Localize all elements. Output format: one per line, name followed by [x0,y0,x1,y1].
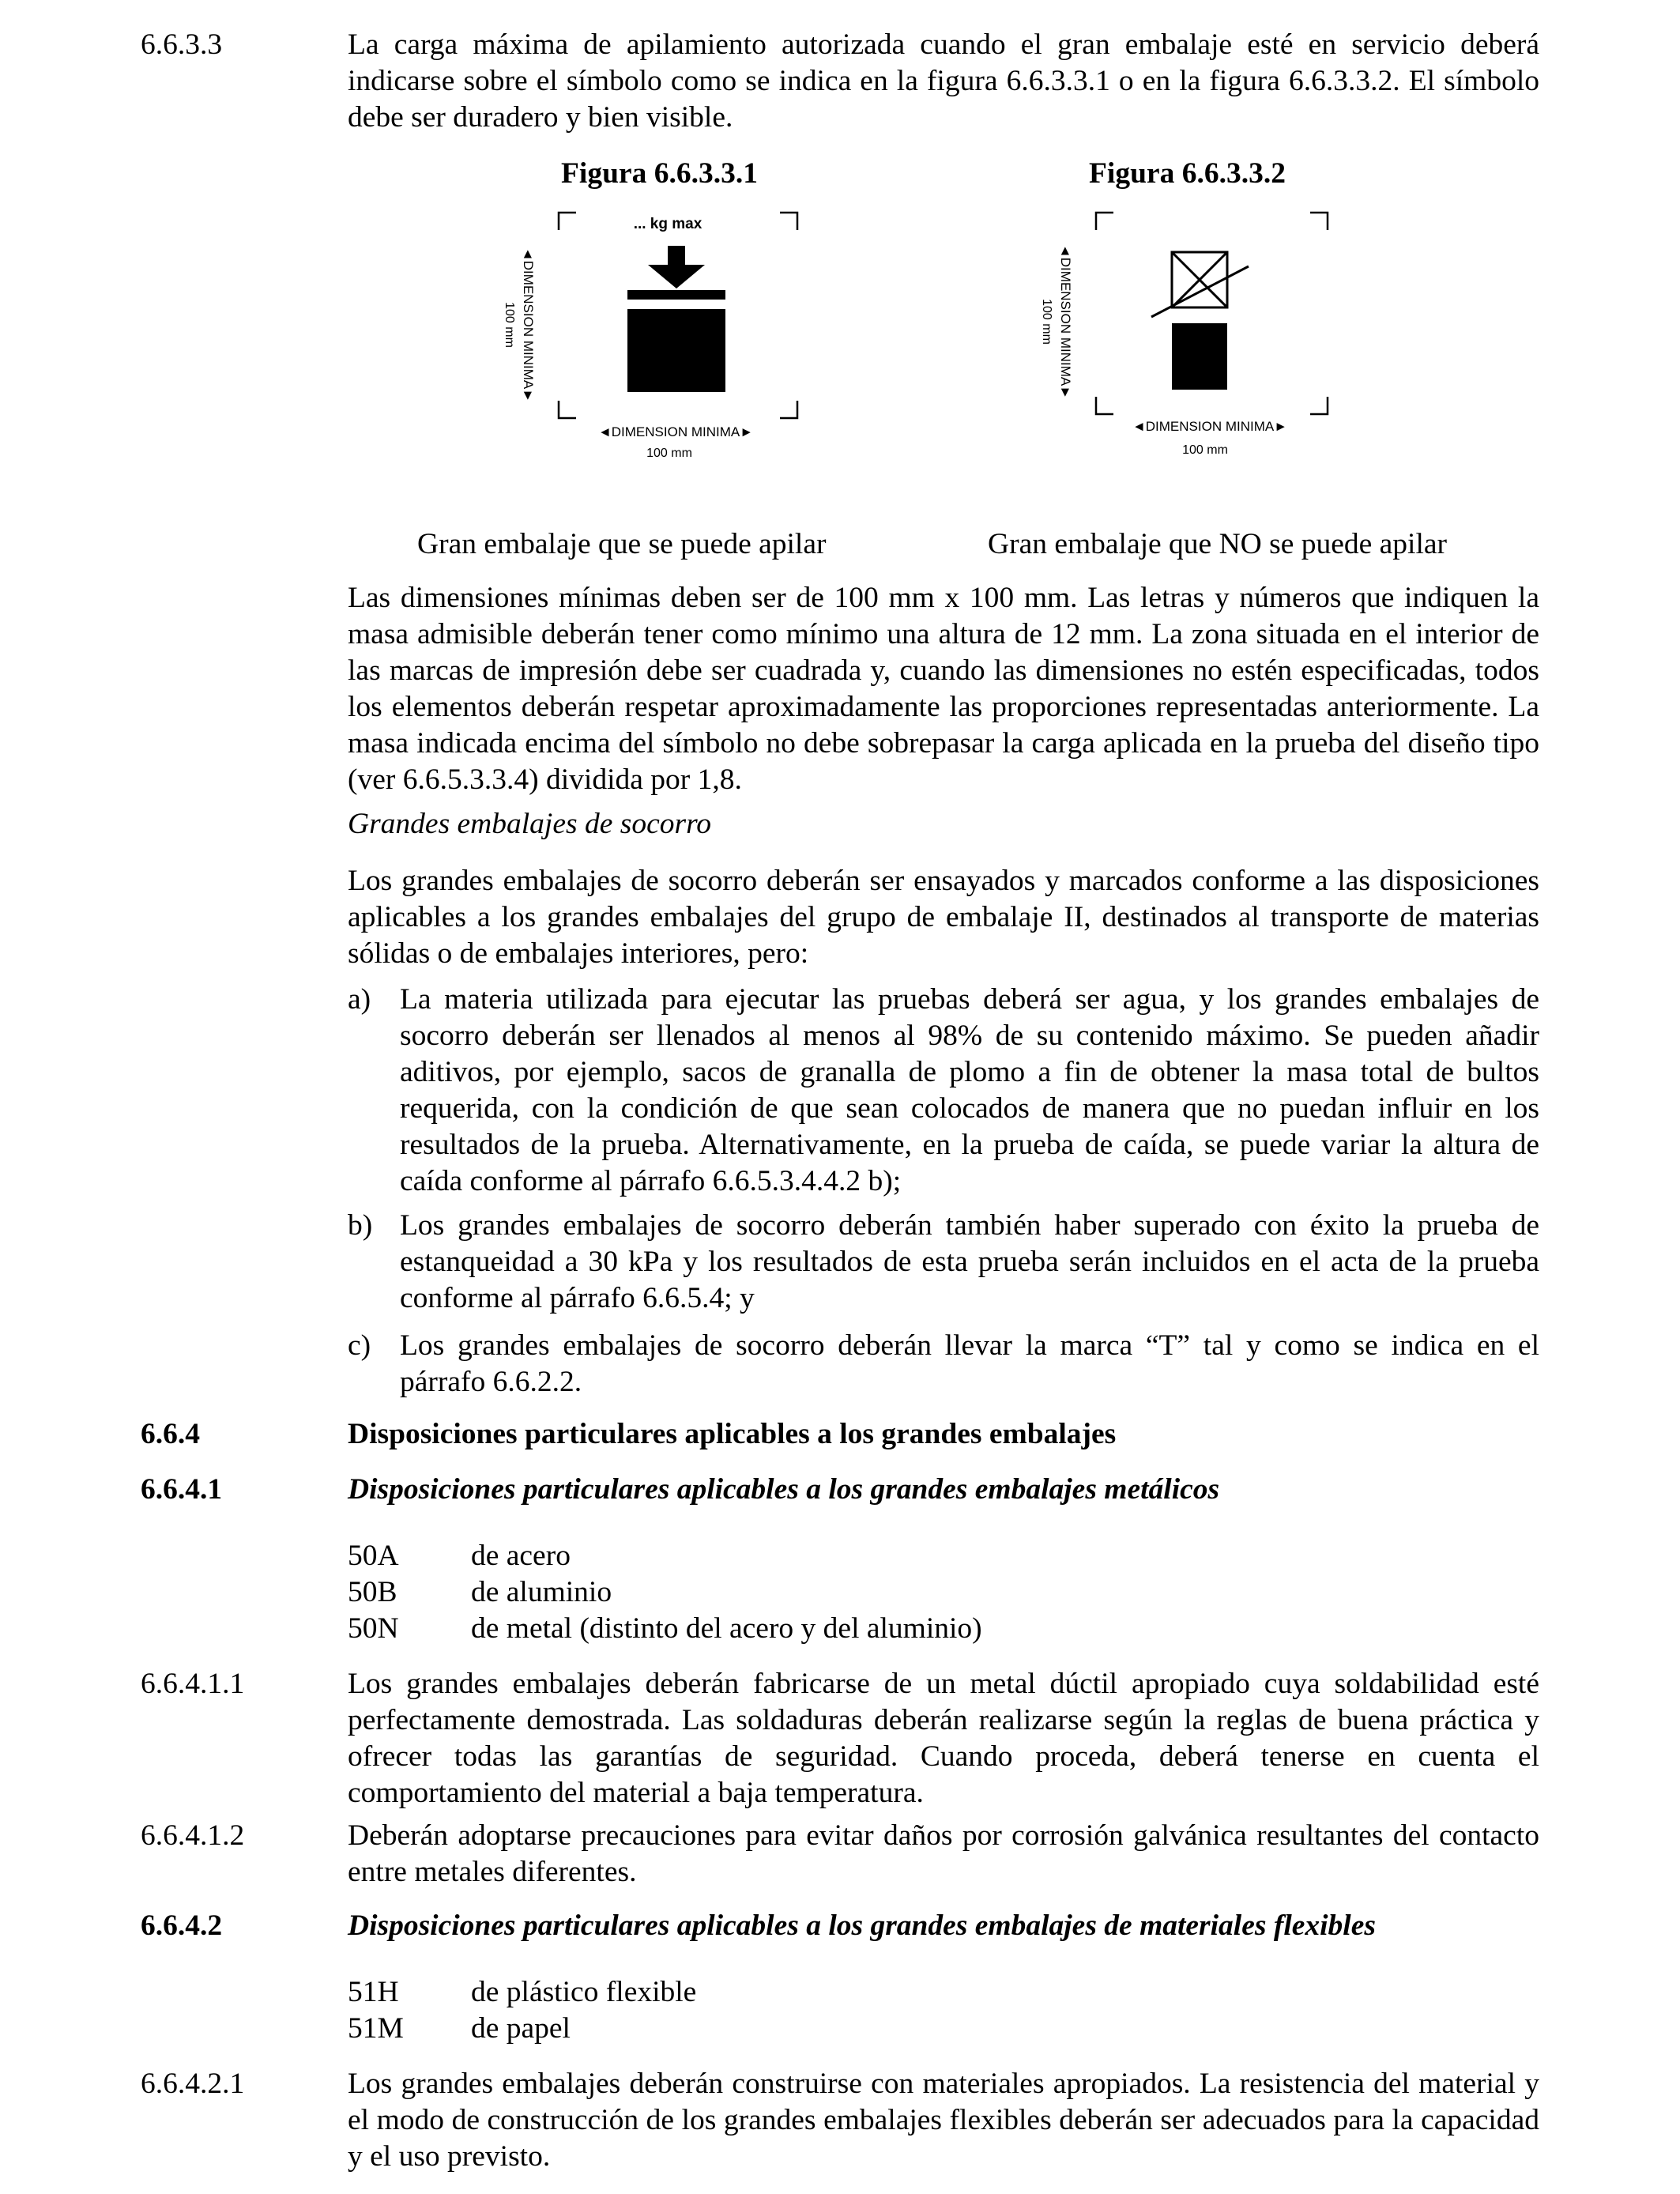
section-number-6-6-3-3: 6.6.3.3 [141,28,223,61]
salvage-intro-paragraph: Los grandes embalajes de socorro deberán ser ensayados y marcados conforme a las disposiciones aplicables a los grandes embalajes del grupo de embalaje II, destinados al transporte de materias sólidas o de embalajes interiores, pero: [348,865,1539,970]
figure-1-bottom-dimension-label: ◄DIMENSION MINIMA► [597,424,754,439]
figure-1-kg-max-label: ... kg max [633,216,703,232]
section-text-6-6-3-3: La carga máxima de apilamiento autorizada cuando el gran embalaje esté en servicio deberá indicarse sobre el símbolo como se indica en la figura 6.6.3.3.1 o en la figura 6.6.3.3.2. El símbolo debe ser duradero y bien visible. [348,28,1539,134]
list-item-label: a) [348,983,371,1016]
figure-1-bottom-mm: 100 mm [646,447,692,460]
figure-2-side-dimension-label: ◄DIMENSION MINIMA► [1058,243,1073,400]
figure-1-arrow-shaft [668,246,685,265]
code: 51M [348,2012,404,2045]
code-description: de plástico flexible [471,1976,697,2008]
figure-2-caption: Gran embalaje que NO se puede apilar [988,528,1447,560]
figure-2-non-stackable-symbol [1023,202,1339,474]
list-item-text: Los grandes embalajes de socorro deberán también haber superado con éxito la prueba de estanqueidad a 30 kPa y los resultados de esta prueba serán incluidos en el acta de la prueba conforme al párrafo 6.6.5.4; y [400,1209,1539,1314]
figure-1-stackable-symbol [486,202,802,474]
figure-1-caption: Gran embalaje que se puede apilar [417,528,827,560]
figure-2-bottom-dimension-label: ◄DIMENSION MINIMA► [1132,419,1288,434]
figure-1-side-dimension-label: ◄DIMENSION MINIMA► [521,247,536,403]
section-number-6-6-4-1: 6.6.4.1 [141,1473,223,1506]
figure-2-package-block [1172,323,1227,390]
section-number-6-6-4-1-2: 6.6.4.1.2 [141,1819,245,1852]
section-number-6-6-4-2-1: 6.6.4.2.1 [141,2068,245,2100]
section-text-6-6-4-1-2: Deberán adoptarse precauciones para evitar daños por corrosión galvánica resultantes del contacto entre metales diferentes. [348,1819,1539,1888]
section-text-6-6-4-1-1: Los grandes embalajes deberán fabricarse de un metal dúctil apropiado cuya soldabilidad esté perfectamente demostrada. Las soldaduras deberán realizarse según la reglas de buena práctica y ofrecer todas las garantías de seguridad. Cuando proceda, deberá tenerse en cuenta el comportamiento del material a baja temperatura. [348,1668,1539,1809]
section-number-6-6-4-2: 6.6.4.2 [141,1909,223,1942]
list-item-c [348,1328,1539,1400]
figure-1-side-mm: 100 mm [503,302,516,348]
code-description: de metal (distinto del acero y del aluminio) [471,1612,982,1645]
dimensions-paragraph: Las dimensiones mínimas deben ser de 100 mm x 100 mm. Las letras y números que indiquen la masa admisible deberán tener como mínimo una altura de 12 mm. La zona situada en el interior de las marcas de impresión debe ser cuadrada y, cuando las dimensiones no estén especificadas, todos los elementos deberán respetar aproximadamente las proporciones representadas anteriormente. La masa indicada encima del símbolo no debe sobrepasar la carga aplicada en la prueba del diseño tipo (ver 6.6.5.3.3.4) dividida por 1,8. [348,582,1539,796]
code: 50A [348,1540,399,1572]
code-description: de aluminio [471,1576,612,1608]
figure-2-bottom-mm: 100 mm [1182,443,1228,457]
list-item-text: Los grandes embalajes de socorro deberán llevar la marca “T” tal y como se indica en el párrafo 6.6.2.2. [400,1329,1539,1398]
section-title-6-6-4-2: Disposiciones particulares aplicables a los grandes embalajes de materiales flexibles [348,1909,1376,1942]
figure-2-side-mm: 100 mm [1040,299,1053,345]
figure-2-crossed-box-icon [1151,252,1249,317]
list-item-text: La materia utilizada para ejecutar las pruebas deberá ser agua, y los grandes embalajes de socorro deberán ser llenados al menos al 98% de su contenido máximo. Se pueden añadir aditivos, por ejemplo, sacos de granalla de plomo a fin de obtener la masa total de bultos requerida, con la condición de que sean colocados de manera que no puedan influir en los resultados de la prueba. Alternativamente, en la prueba de caída, se puede variar la altura de caída conforme al párrafo 6.6.5.3.4.4.2 b); [400,983,1539,1197]
section-title-6-6-4-1: Disposiciones particulares aplicables a los grandes embalajes metálicos [348,1473,1220,1506]
section-title-6-6-4: Disposiciones particulares aplicables a los grandes embalajes [348,1418,1117,1450]
figure-1-load-bar [627,290,725,300]
section-number-6-6-4: 6.6.4 [141,1418,200,1450]
figure-1-arrow-down-icon [648,265,705,288]
list-item-label: b) [348,1209,373,1242]
code-description: de papel [471,2012,571,2045]
salvage-heading: Grandes embalajes de socorro [348,808,712,840]
code: 50B [348,1576,397,1608]
section-number-6-6-4-1-1: 6.6.4.1.1 [141,1668,245,1700]
code: 51H [348,1976,399,2008]
list-item-label: c) [348,1329,371,1362]
list-item-a [348,982,1539,1200]
figure-1-title: Figura 6.6.3.3.1 [561,157,758,190]
code: 50N [348,1612,399,1645]
code-description: de acero [471,1540,571,1572]
figure-1-package-block [627,309,725,392]
figure-2-title: Figura 6.6.3.3.2 [1089,157,1286,190]
list-item-b [348,1208,1539,1317]
section-text-6-6-4-2-1: Los grandes embalajes deberán construirse con materiales apropiados. La resistencia del material y el modo de construcción de los grandes embalajes flexibles deberán ser adecuados para la capacidad y el uso previsto. [348,2068,1539,2173]
